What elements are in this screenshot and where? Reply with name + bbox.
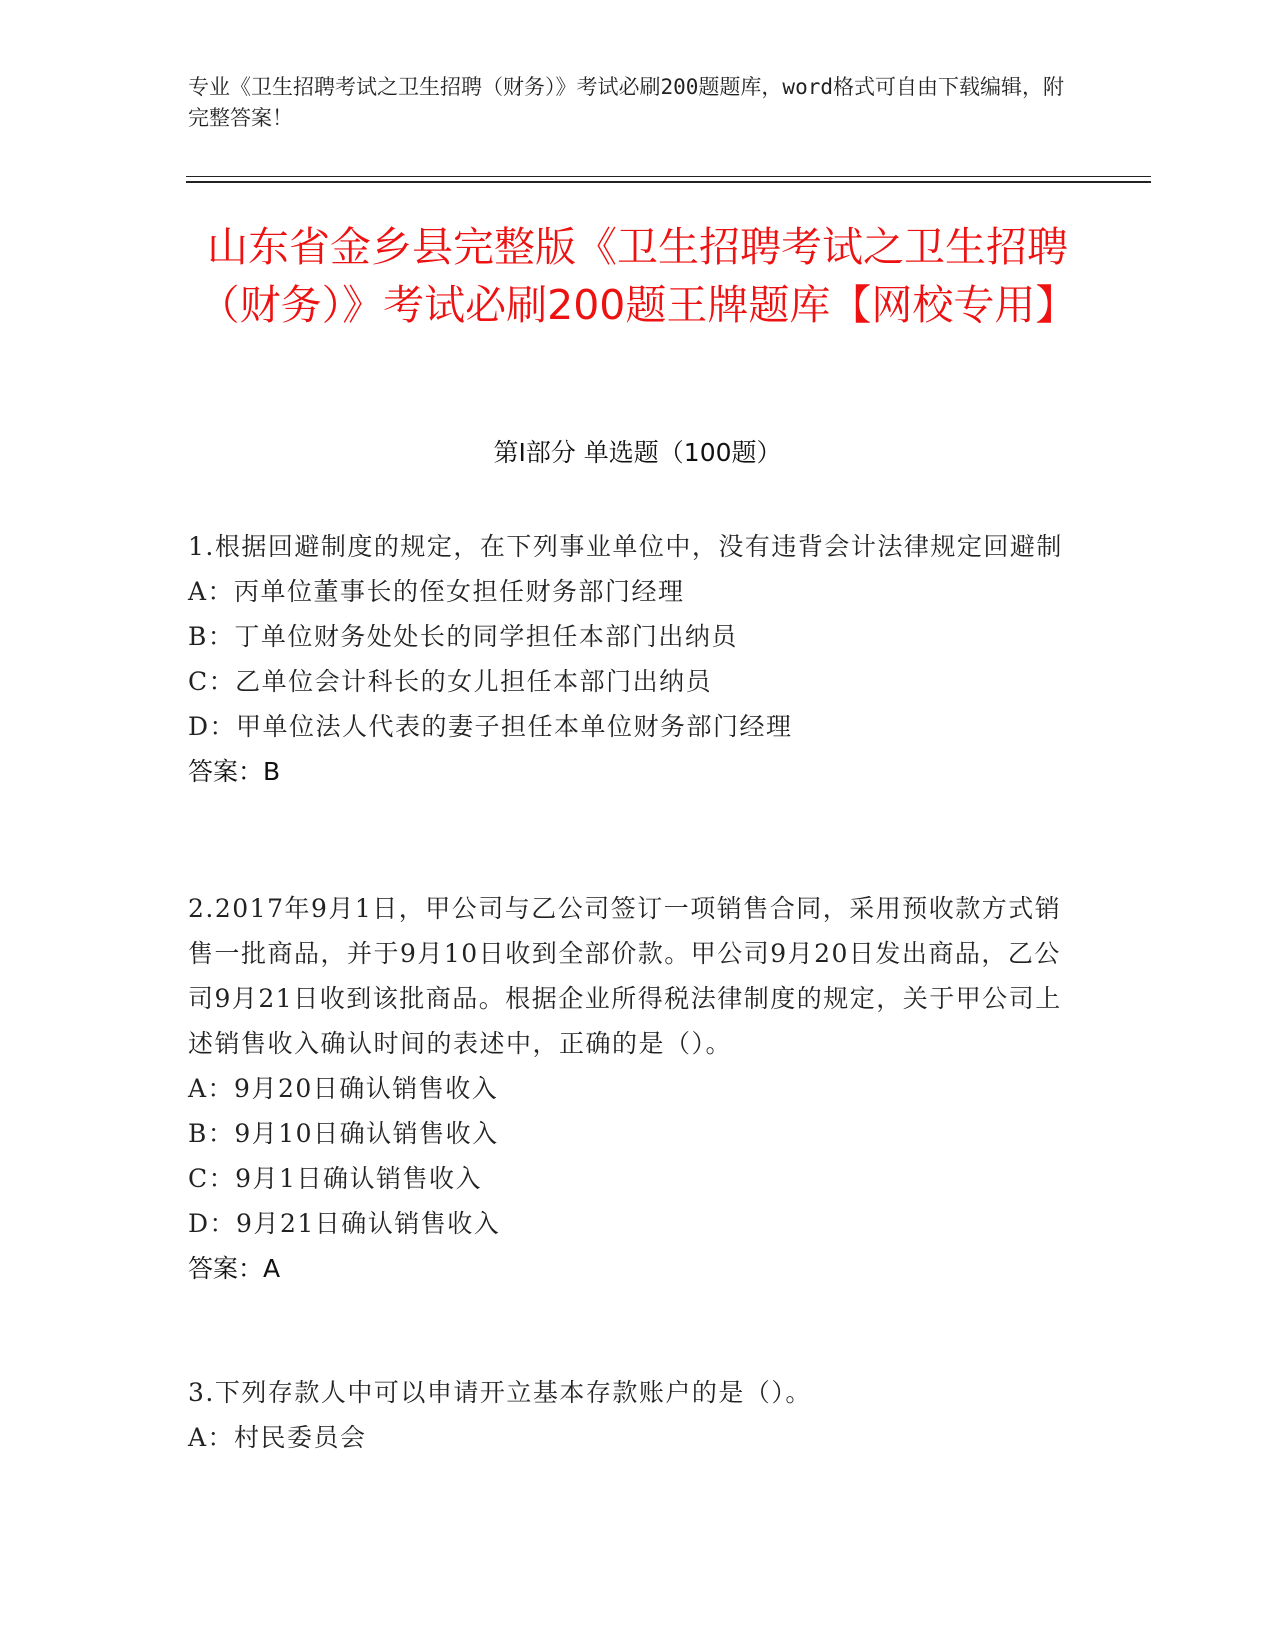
- option-a: A：9月20日确认销售收入: [188, 1074, 499, 1103]
- header-divider-top: [186, 176, 1151, 177]
- option-b: B：丁单位财务处处长的同学担任本部门出纳员: [188, 622, 738, 651]
- answer-label: 答案：B: [188, 757, 281, 786]
- question-item: [188, 886, 1068, 1291]
- question-item: [188, 1370, 1068, 1460]
- option-c: C：乙单位会计科长的女儿担任本部门出纳员: [188, 667, 713, 696]
- option-d: D：9月21日确认销售收入: [188, 1209, 501, 1238]
- document-title: 山东省金乡县完整版《卫生招聘考试之卫生招聘（财务）》考试必刷200题王牌题库【网校专用】: [198, 223, 1077, 329]
- header-note: 专业《卫生招聘考试之卫生招聘（财务）》考试必刷200题题库，word格式可自由下载编辑，附完整答案！: [188, 75, 1064, 130]
- option-a: A：村民委员会: [188, 1423, 367, 1452]
- section-title: 第I部分 单选题（100题）: [493, 438, 782, 467]
- header-divider-bottom: [186, 181, 1151, 183]
- answer-label: 答案：A: [188, 1254, 281, 1283]
- option-b: B：9月10日确认销售收入: [188, 1119, 499, 1148]
- option-c: C：9月1日确认销售收入: [188, 1164, 482, 1193]
- question-stem: 3.下列存款人中可以申请开立基本存款账户的是（）。: [188, 1378, 812, 1407]
- question-item: [188, 524, 1068, 794]
- option-a: A：丙单位董事长的侄女担任财务部门经理: [188, 577, 685, 606]
- option-d: D：甲单位法人代表的妻子担任本单位财务部门经理: [188, 712, 793, 741]
- question-stem: 2.2017年9月1日，甲公司与乙公司签订一项销售合同，采用预收款方式销售一批商品，并于9月10日收到全部价款。甲公司9月20日发出商品，乙公司9月21日收到该批商品。根据企业所得税法律制度的规定，关于甲公司上述销售收入确认时间的表述中，正确的是（）。: [188, 894, 1062, 1058]
- question-stem: 1.根据回避制度的规定，在下列事业单位中，没有违背会计法律规定回避制: [188, 532, 1063, 561]
